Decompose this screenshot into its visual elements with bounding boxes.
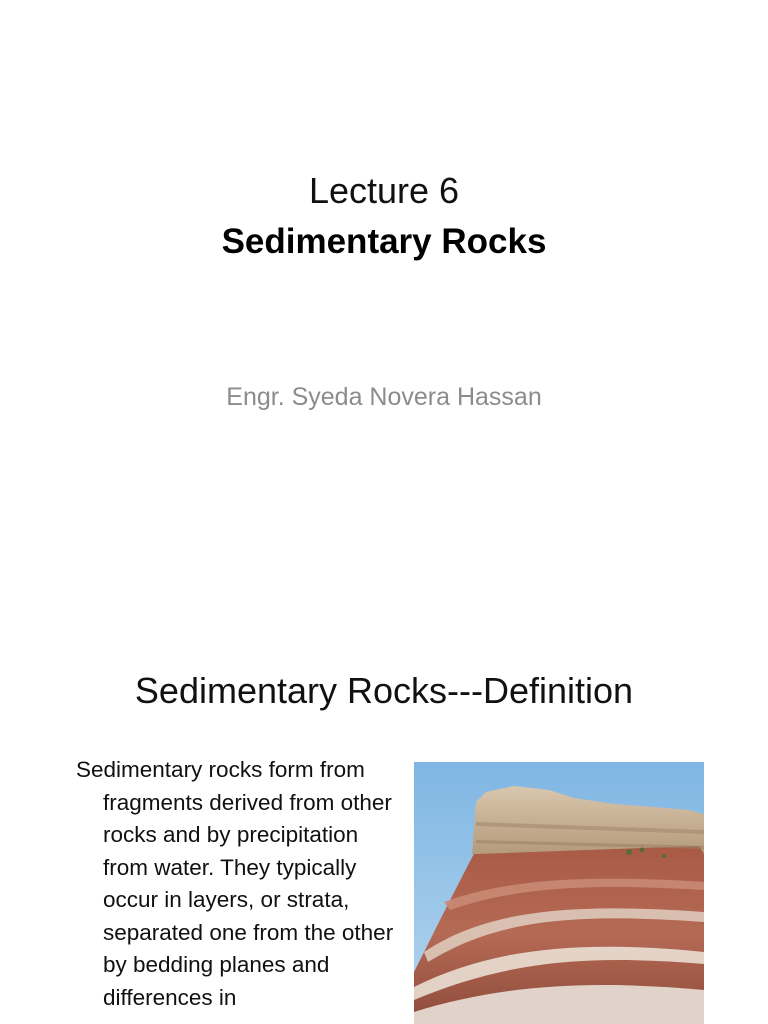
definition-slide-title: Sedimentary Rocks---Definition xyxy=(134,670,634,711)
definition-slide xyxy=(0,640,768,1024)
author-subtitle: Engr. Syeda Novera Hassan xyxy=(226,383,542,411)
lecture-number-title: Lecture 6 xyxy=(308,170,460,211)
definition-paragraph: Sedimentary rocks form from fragments derived from other rocks and by precipitation from water. They typically occur in layers, or strata, separated one from the other by bedding planes and differences in xyxy=(76,757,394,1010)
sedimentary-rock-photo xyxy=(414,762,704,1024)
lecture-topic-title: Sedimentary Rocks xyxy=(221,222,547,261)
definition-body-text xyxy=(76,754,394,1014)
shrub xyxy=(640,848,645,853)
shrub xyxy=(626,849,632,855)
mesa-landscape-image xyxy=(414,762,704,1024)
shrub xyxy=(662,854,666,858)
